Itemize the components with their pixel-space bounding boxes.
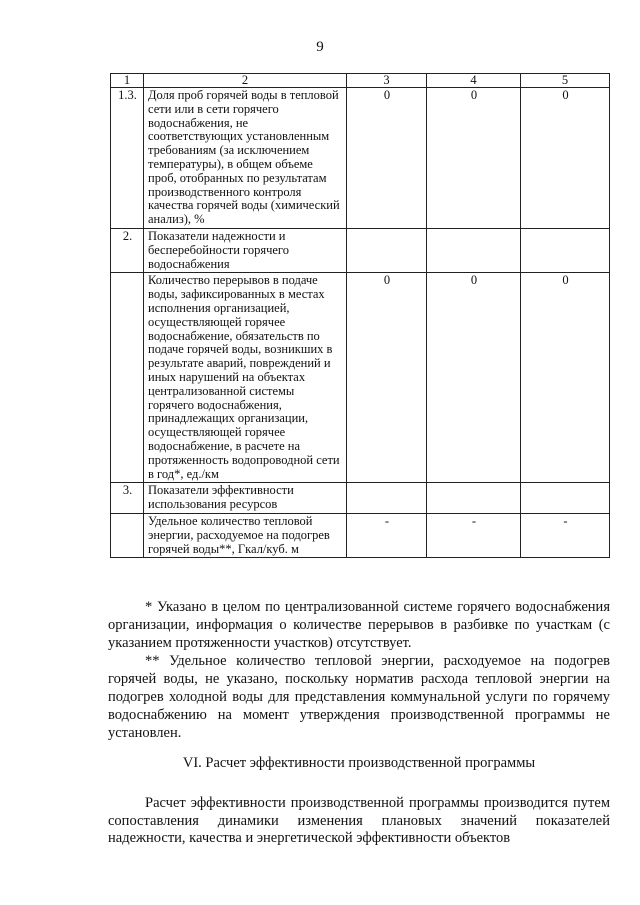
row-value: 0 bbox=[427, 273, 521, 483]
row-value bbox=[521, 483, 610, 514]
footnote-1: * Указано в целом по централизованной системе горячего водоснабжения организации, информация о количестве перерывов в разбивке по участкам (с указанием протяженности участков) отсутствует. bbox=[108, 599, 610, 651]
table-row bbox=[111, 228, 610, 272]
row-text: Показатели надежности и бесперебойности горячего водоснабжения bbox=[144, 228, 347, 272]
row-number: 3. bbox=[111, 483, 144, 514]
row-value bbox=[427, 483, 521, 514]
row-number: 1.3. bbox=[111, 88, 144, 229]
paragraph-text: Расчет эффективности производственной программы производится путем сопоставления динамики изменения плановых значений показателей надежности, качества и энергетической эффективности объектов bbox=[108, 795, 610, 846]
row-number bbox=[111, 273, 144, 483]
row-value: 0 bbox=[521, 273, 610, 483]
row-value: 0 bbox=[347, 273, 427, 483]
header-cell: 1 bbox=[111, 74, 144, 88]
body-paragraph bbox=[108, 795, 610, 848]
row-text: Удельное количество тепловой энергии, расходуемое на подогрев горячей воды**, Гкал/куб. м bbox=[144, 513, 347, 557]
section-heading: VI. Расчет эффективности производственной программы bbox=[182, 755, 536, 771]
footnote-2: ** Удельное количество тепловой энергии, расходуемое на подогрев горячей воды, не указано, поскольку норматив расхода тепловой энергии на подогрев холодной воды для представления коммунальной услуги по горячему водоснабжению на момент утверждения производственной программы не установлен. bbox=[108, 653, 610, 741]
table-header-row bbox=[111, 74, 610, 88]
row-value bbox=[347, 483, 427, 514]
footnotes bbox=[108, 598, 610, 742]
table-row bbox=[111, 273, 610, 483]
row-number bbox=[111, 513, 144, 557]
table-row bbox=[111, 483, 610, 514]
row-value bbox=[347, 228, 427, 272]
row-text: Количество перерывов в подаче воды, зафиксированных в местах исполнения организацией, осуществляющей горячее водоснабжение, обязательств по подаче горячей воды, возникших в результате аварий, повреждений и иных нарушений на объектах централизованной системы горячего водоснабжения, принадлежащих организации, осуществляющей горячее водоснабжение, в расчете на протяженность водопроводной сети в год*, ед./км bbox=[144, 273, 347, 483]
row-number: 2. bbox=[111, 228, 144, 272]
header-cell: 2 bbox=[144, 74, 347, 88]
row-value: - bbox=[427, 513, 521, 557]
header-cell: 5 bbox=[521, 74, 610, 88]
table-row bbox=[111, 513, 610, 557]
table-row bbox=[111, 88, 610, 229]
row-value: 0 bbox=[427, 88, 521, 229]
row-value: 0 bbox=[347, 88, 427, 229]
row-text: Доля проб горячей воды в тепловой сети или в сети горячего водоснабжения, не соответствующих установленным требованиям (за исключением температуры), в общем объеме проб, отобранных по результатам производственного контроля качества горячей воды (химический анализ), % bbox=[144, 88, 347, 229]
row-value: - bbox=[521, 513, 610, 557]
page-number: 9 bbox=[316, 39, 324, 55]
header-cell: 3 bbox=[347, 74, 427, 88]
row-value bbox=[521, 228, 610, 272]
header-cell: 4 bbox=[427, 74, 521, 88]
row-value: - bbox=[347, 513, 427, 557]
row-text: Показатели эффективности использования ресурсов bbox=[144, 483, 347, 514]
row-value: 0 bbox=[521, 88, 610, 229]
indicators-table bbox=[110, 73, 610, 558]
row-value bbox=[427, 228, 521, 272]
